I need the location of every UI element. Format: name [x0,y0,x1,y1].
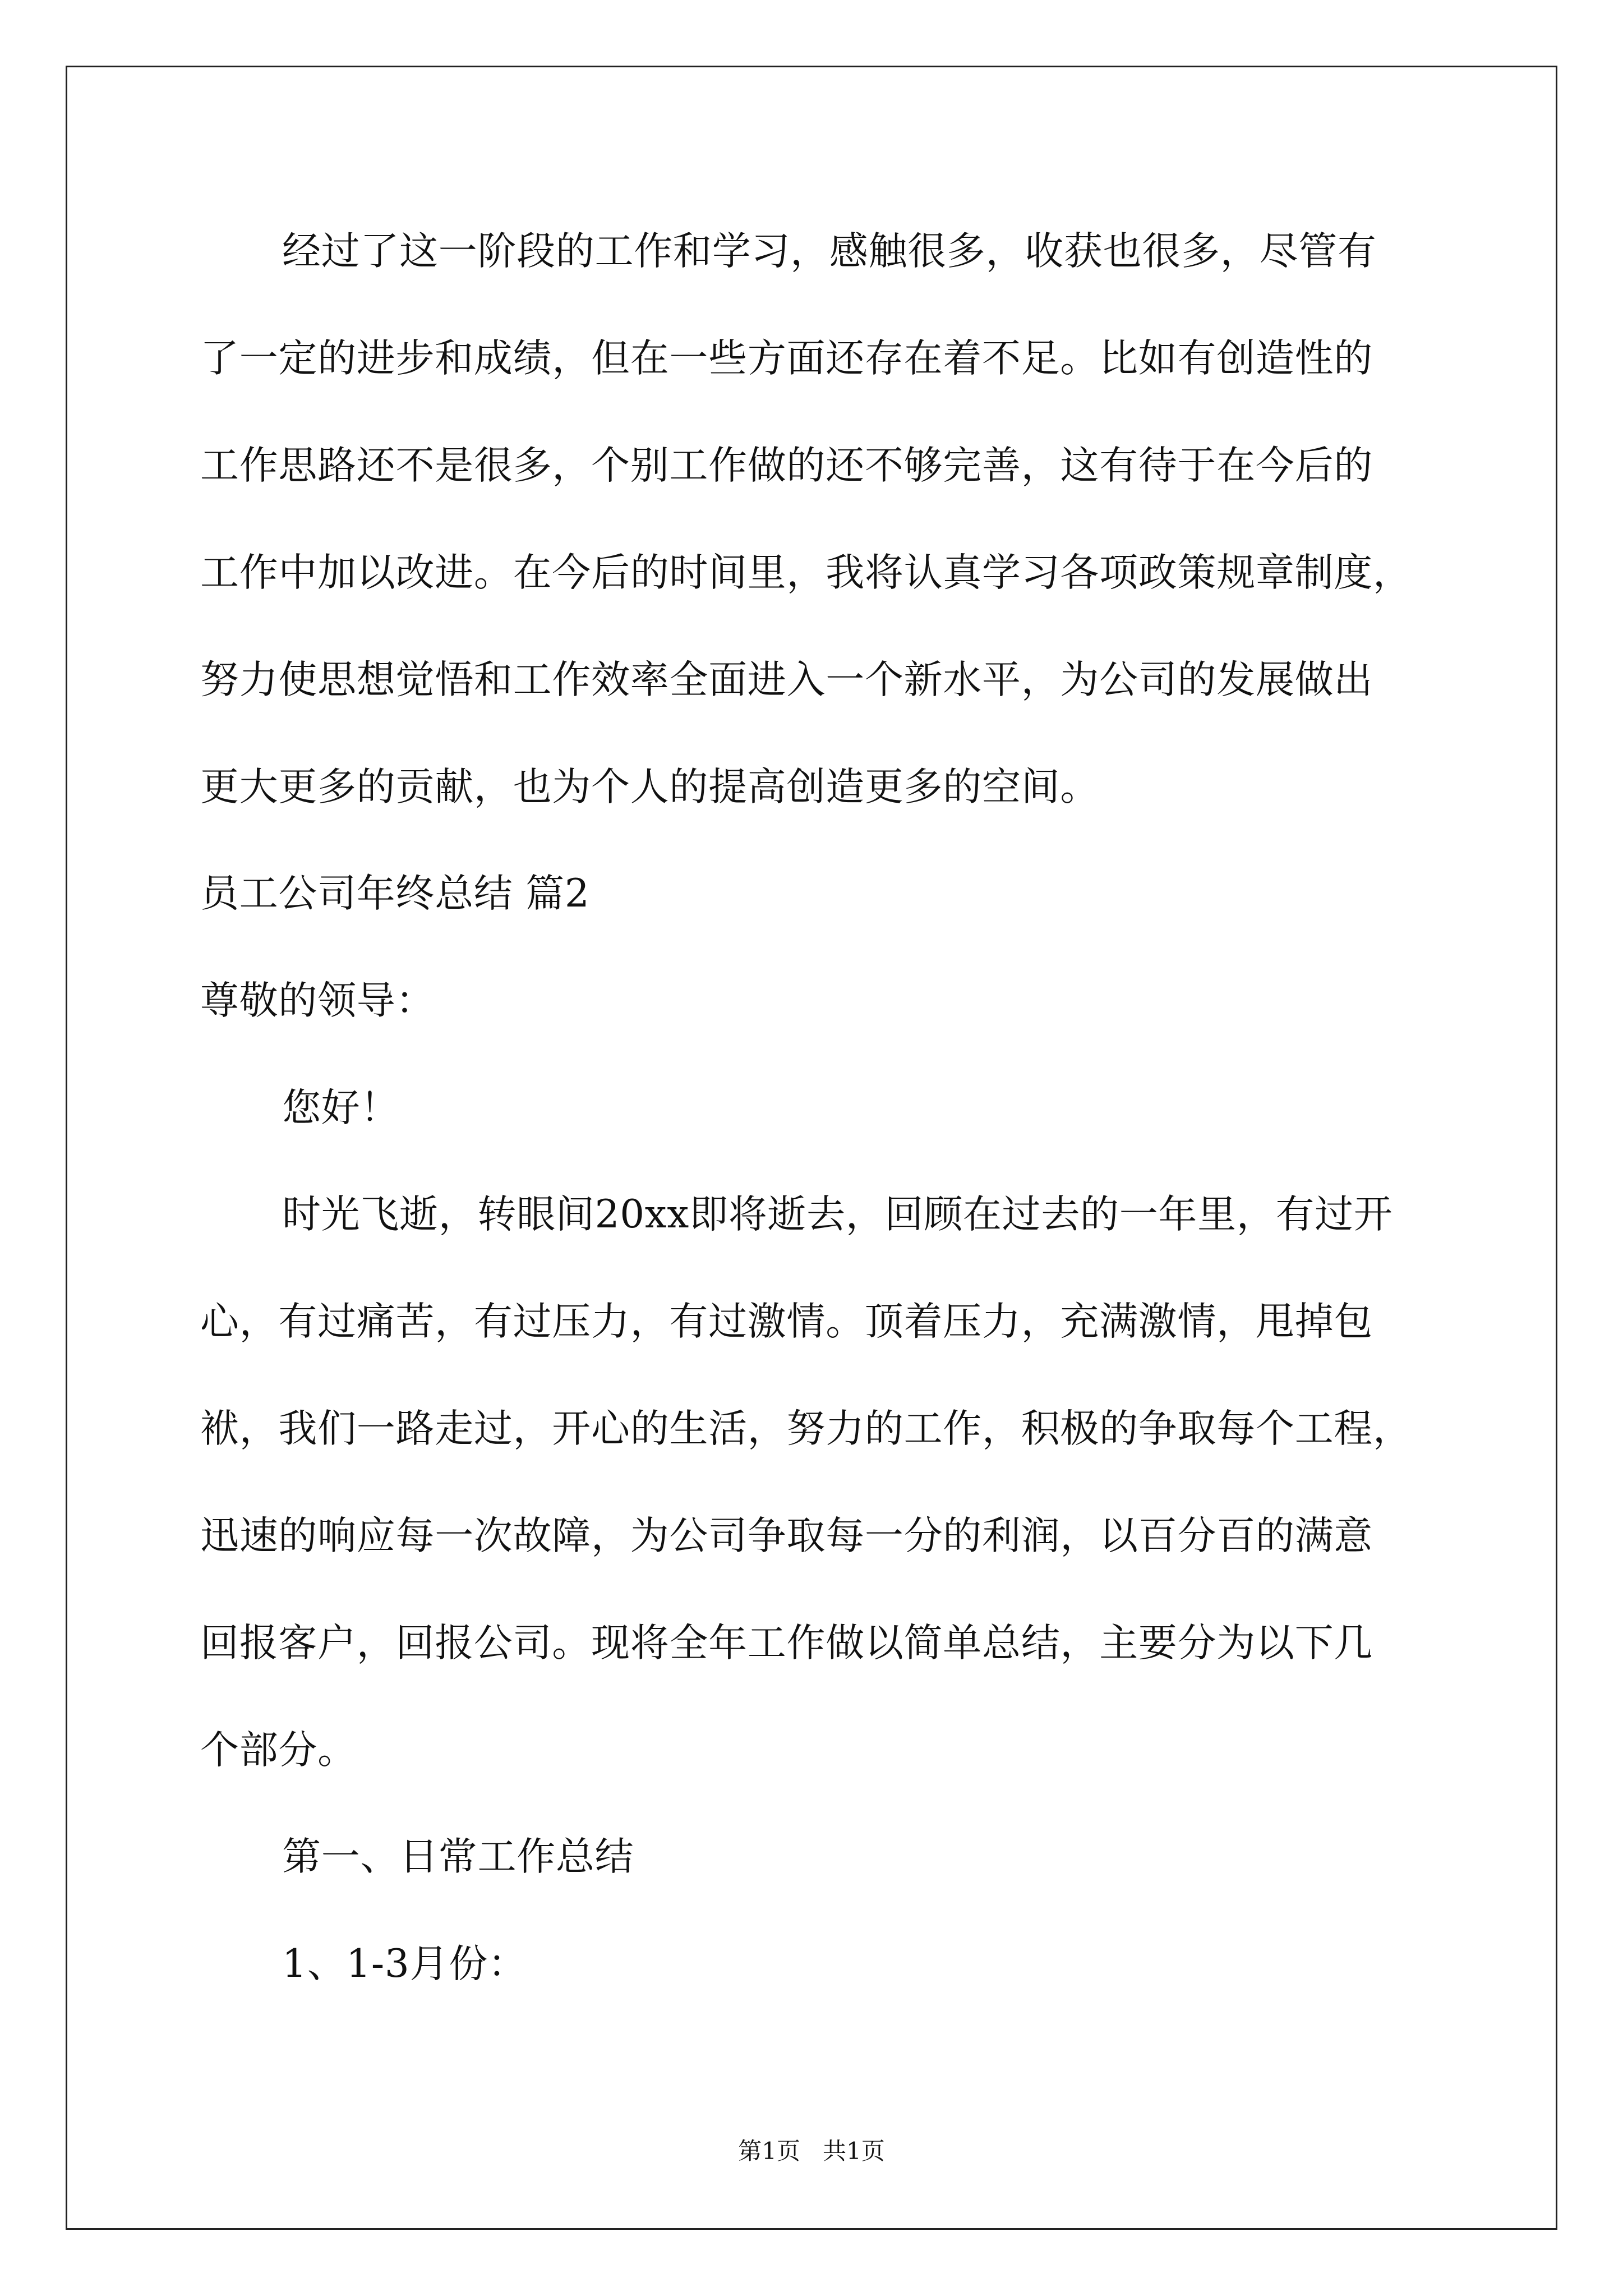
paragraph-line: 工作思路还不是很多，个别工作做的还不够完善，这有待于在今后的 [200,443,1373,488]
paragraph-line: 心，有过痛苦，有过压力，有过激情。顶着压力，充满激情，甩掉包 [200,1299,1373,1344]
paragraph-line: 个部分。 [200,1728,357,1773]
paragraph-line: 迅速的响应每一次故障，为公司争取每一分的利润，以百分百的满意 [200,1513,1373,1558]
list-item-1: 1、1-3月份： [282,1941,527,1986]
paragraph-line: 回报客户，回报公司。现将全年工作做以简单总结，主要分为以下几 [200,1621,1373,1665]
paragraph-line: 袱，我们一路走过，开心的生活，努力的工作，积极的争取每个工程， [200,1406,1412,1451]
section-title: 员工公司年终总结 篇2 [200,871,590,916]
paragraph-line: 努力使思想觉悟和工作效率全面进入一个新水平，为公司的发展做出 [200,657,1373,702]
salutation: 尊敬的领导： [200,978,435,1023]
paragraph-line: 时光飞逝，转眼间20xx即将逝去，回顾在过去的一年里，有过开 [282,1192,1393,1237]
heading-daily-work: 第一、日常工作总结 [282,1834,634,1879]
greeting: 您好！ [282,1085,400,1130]
page-border [66,66,1557,2230]
paragraph-line: 了一定的进步和成绩，但在一些方面还存在着不足。比如有创造性的 [200,336,1373,381]
paragraph-line: 工作中加以改进。在今后的时间里，我将认真学习各项政策规章制度， [200,550,1412,595]
paragraph-line: 经过了这一阶段的工作和学习，感触很多，收获也很多，尽管有 [282,229,1377,274]
paragraph-line: 更大更多的贡献，也为个人的提高创造更多的空间。 [200,765,1100,809]
page-footer: 第1页 共1页 [738,2137,885,2165]
